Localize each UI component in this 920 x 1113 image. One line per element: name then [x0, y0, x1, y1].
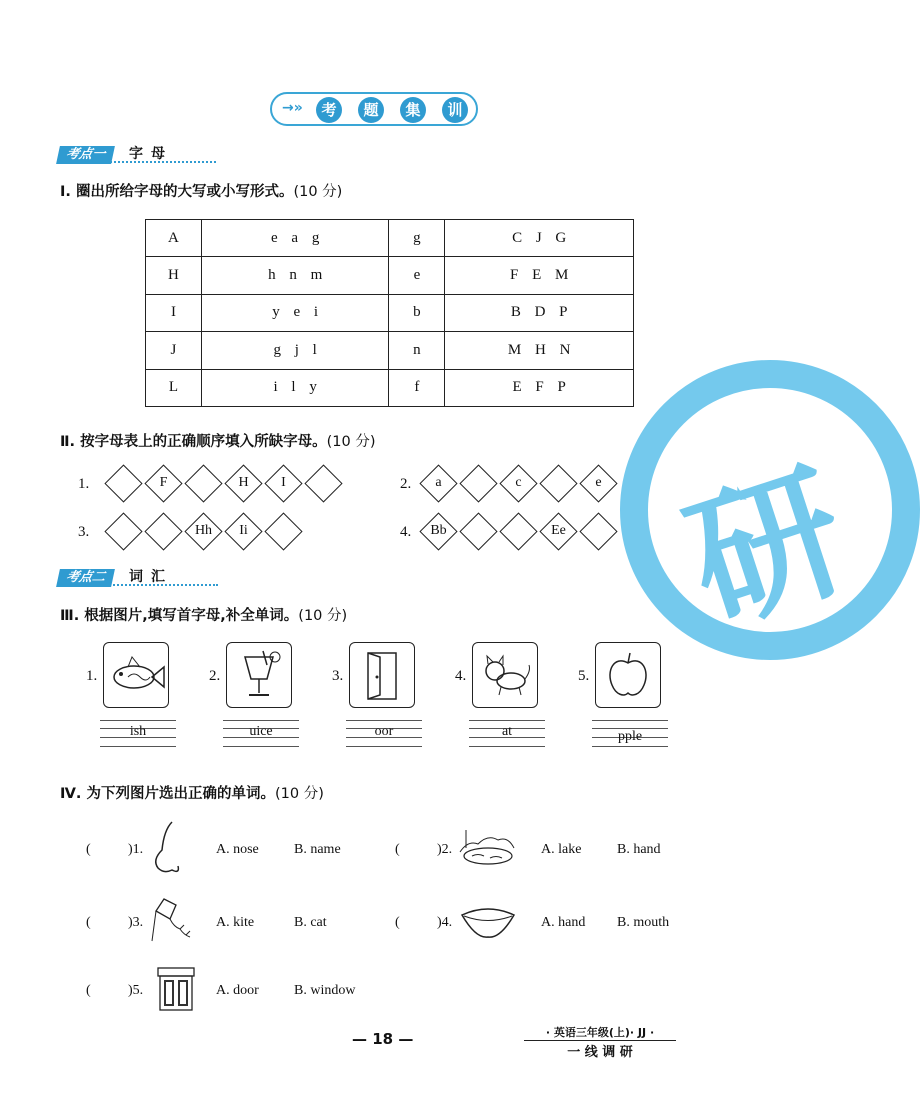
given-letter: L [146, 369, 202, 406]
item-number: 5. [578, 668, 590, 684]
item-number: 4. [455, 668, 467, 684]
question-number: )5. [128, 983, 144, 998]
letter-options[interactable]: e a g [201, 220, 389, 257]
diamond-blank[interactable] [110, 470, 137, 497]
letter-options[interactable]: y e i [201, 294, 389, 331]
diamond-given [270, 470, 297, 497]
diamond-letter: a [435, 475, 442, 490]
letter-options[interactable]: g j l [201, 332, 389, 369]
writing-lines[interactable]: pple [592, 720, 668, 746]
given-letter: e [389, 257, 445, 294]
page-number: — 18 — [352, 1030, 414, 1048]
answer-bracket-open[interactable]: ( [86, 983, 91, 998]
question-3-heading: Ⅲ. 根据图片,填写首字母,补全单词。(10 分) [60, 608, 348, 624]
kite-icon [150, 895, 196, 945]
diamond-letter: Hh [194, 523, 213, 538]
diamond-blank[interactable] [585, 518, 612, 545]
diamond-blank[interactable] [545, 470, 572, 497]
option-b[interactable]: B. mouth [617, 915, 670, 930]
question-number: )4. [437, 915, 453, 930]
diamond-given [425, 518, 452, 545]
option-a[interactable]: A. kite [216, 915, 255, 930]
watermark-seal: 研 [620, 360, 920, 660]
given-letter: H [146, 257, 202, 294]
given-letter: b [389, 294, 445, 331]
table-row [146, 294, 634, 331]
book-title: · 英语三年级(上)· JJ · [524, 1024, 676, 1041]
diamond-given [230, 518, 257, 545]
group-number: 4. [400, 524, 412, 540]
option-a[interactable]: A. door [216, 983, 259, 998]
option-b[interactable]: B. window [294, 983, 356, 998]
given-letter: J [146, 332, 202, 369]
item-number: 3. [332, 668, 344, 684]
diamond-given [230, 470, 257, 497]
answer-bracket-open[interactable]: ( [395, 915, 400, 930]
letter-options[interactable]: i l y [201, 369, 389, 406]
banner-char: 题 [358, 97, 384, 123]
option-b[interactable]: B. name [294, 842, 341, 857]
group-number: 1. [78, 476, 90, 492]
series-title: 一 线 调 研 [567, 1045, 633, 1060]
banner-char: 训 [442, 97, 468, 123]
question-number: )3. [128, 915, 144, 930]
door-icon [349, 642, 415, 708]
question-4-heading: Ⅳ. 为下列图片选出正确的单词。(10 分) [60, 786, 324, 802]
diamond-blank[interactable] [150, 518, 177, 545]
diamond-blank[interactable] [505, 518, 532, 545]
diamond-given [505, 470, 532, 497]
cat-icon [472, 642, 538, 708]
fish-icon [103, 642, 169, 708]
diamond-letter: F [159, 475, 168, 490]
table-row [146, 369, 634, 406]
option-a[interactable]: A. nose [216, 842, 259, 857]
diamond-letter: Bb [430, 523, 447, 538]
diamond-letter: e [595, 475, 602, 490]
given-letter: I [146, 294, 202, 331]
item-number: 2. [209, 668, 221, 684]
question-number: )1. [128, 842, 144, 857]
question-2-heading: Ⅱ. 按字母表上的正确顺序填入所缺字母。(10 分) [60, 434, 376, 450]
letter-options[interactable]: E F P [445, 369, 634, 406]
diamond-letter: Ii [239, 523, 248, 538]
item-number: 1. [86, 668, 98, 684]
writing-lines[interactable]: at [469, 720, 545, 746]
lake-icon [458, 826, 516, 868]
option-b[interactable]: B. hand [617, 842, 661, 857]
nose-icon [150, 820, 190, 876]
diamond-given [425, 470, 452, 497]
letters-table [145, 219, 634, 407]
answer-bracket-open[interactable]: ( [86, 915, 91, 930]
section-tag-vocabulary: 考点二 词汇 [58, 566, 218, 584]
given-letter: f [389, 369, 445, 406]
writing-lines[interactable]: uice [223, 720, 299, 746]
table-row [146, 257, 634, 294]
diamond-blank[interactable] [110, 518, 137, 545]
letter-options[interactable]: C J G [445, 220, 634, 257]
group-number: 3. [78, 524, 90, 540]
diamond-letter: c [515, 475, 522, 490]
diamond-letter: Ee [551, 523, 566, 538]
juice-icon [226, 642, 292, 708]
section-tag-letters: 考点一 字母 [58, 143, 216, 161]
option-a[interactable]: A. hand [541, 915, 586, 930]
diamond-blank[interactable] [190, 470, 217, 497]
diamond-given [150, 470, 177, 497]
diamond-blank[interactable] [465, 518, 492, 545]
diamond-letter: I [281, 475, 286, 490]
answer-bracket-open[interactable]: ( [395, 842, 400, 857]
apple-icon [595, 642, 661, 708]
diamond-letter: H [238, 475, 249, 490]
given-letter: g [389, 220, 445, 257]
question-1-heading: Ⅰ. 圈出所给字母的大写或小写形式。(10 分) [60, 184, 343, 200]
diamond-blank[interactable] [465, 470, 492, 497]
writing-lines[interactable]: ish [100, 720, 176, 746]
arrow-icon: →» [282, 100, 303, 116]
question-number: )2. [437, 842, 453, 857]
given-letter: A [146, 220, 202, 257]
option-a[interactable]: A. lake [541, 842, 582, 857]
table-row [146, 220, 634, 257]
banner-char: 考 [316, 97, 342, 123]
window-icon [156, 966, 196, 1012]
answer-bracket-open[interactable]: ( [86, 842, 91, 857]
letter-options[interactable]: h n m [201, 257, 389, 294]
banner-char: 集 [400, 97, 426, 123]
diamond-given [190, 518, 217, 545]
section-banner [270, 92, 478, 126]
diamond-given [585, 470, 612, 497]
writing-lines[interactable]: oor [346, 720, 422, 746]
group-number: 2. [400, 476, 412, 492]
given-letter: n [389, 332, 445, 369]
option-b[interactable]: B. cat [294, 915, 327, 930]
table-row [146, 332, 634, 369]
letter-options[interactable]: F E M [445, 257, 634, 294]
diamond-given [545, 518, 572, 545]
letter-options[interactable]: B D P [445, 294, 634, 331]
diamond-blank[interactable] [310, 470, 337, 497]
letter-options[interactable]: M H N [445, 332, 634, 369]
diamond-blank[interactable] [270, 518, 297, 545]
mouth-icon [460, 905, 516, 941]
